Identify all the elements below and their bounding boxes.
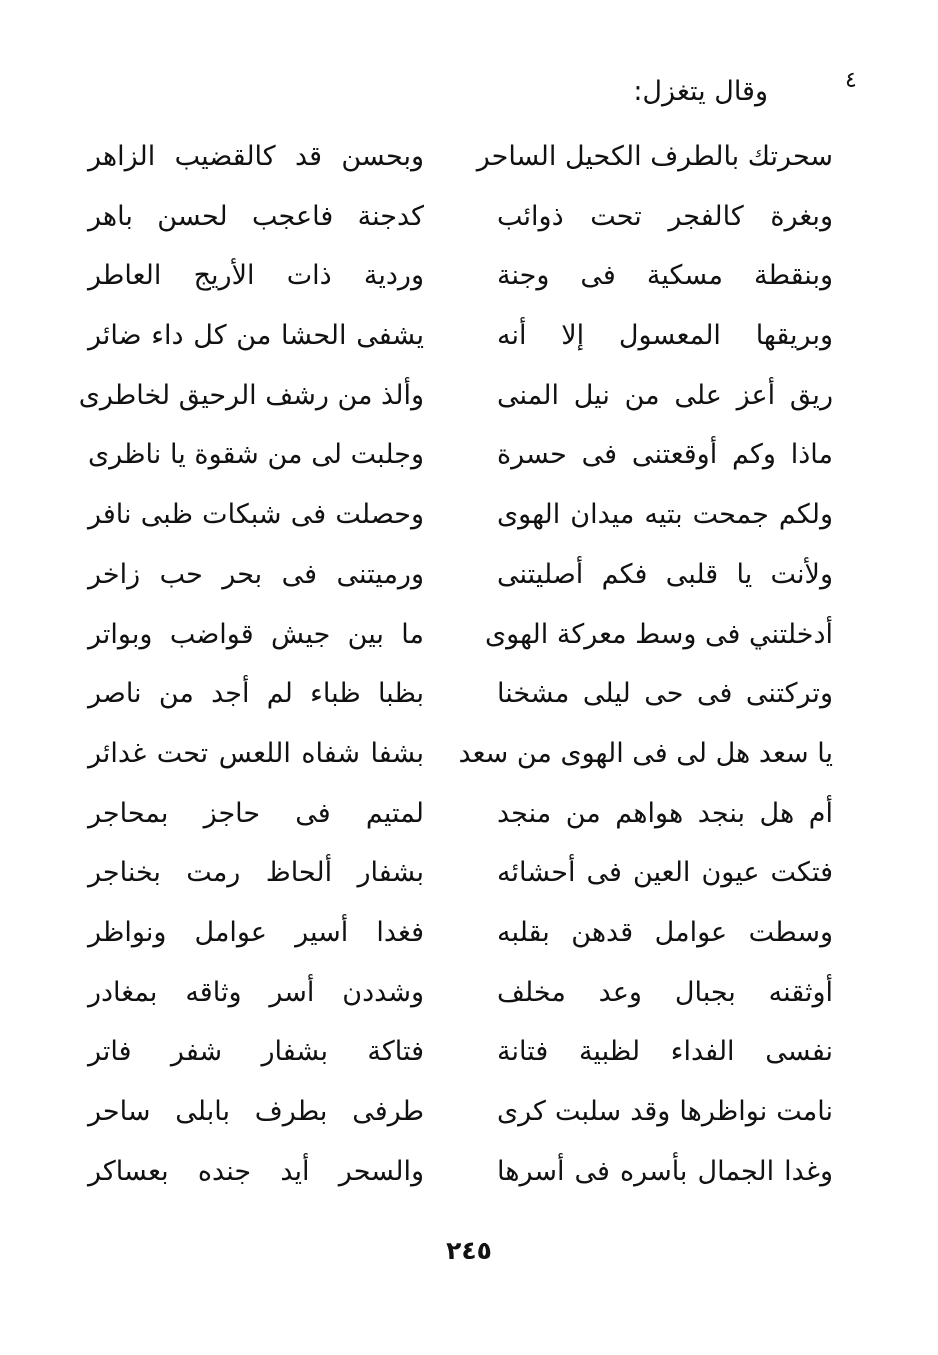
verse-row <box>0 1087 938 1147</box>
second-hemistich: والسحر أيد جنده بعساكر <box>88 1155 424 1187</box>
verse-row <box>0 729 938 789</box>
verse-row <box>0 1147 938 1207</box>
verse-row <box>0 610 938 670</box>
first-hemistich: وغدا الجمال بأسره فى أسرها <box>497 1155 833 1187</box>
second-hemistich: بشفا شفاه اللعس تحت غدائر <box>88 737 424 769</box>
first-hemistich: وسطت عوامل قدهن بقلبه <box>497 916 833 948</box>
verse-row <box>0 311 938 371</box>
second-hemistich: كدجنة فاعجب لحسن باهر <box>88 200 424 232</box>
first-hemistich: سحرتك بالطرف الكحيل الساحر <box>476 141 833 172</box>
poem-intro: وقال يتغزل: <box>633 76 768 107</box>
first-hemistich: أدخلتني فى وسط معركة الهوى <box>485 618 833 650</box>
corner-mark: ٤ <box>845 68 857 93</box>
second-hemistich: وشددن أسر وثاقه بمغادر <box>88 976 424 1008</box>
second-hemistich: وألذ من رشف الرحيق لخاطرى <box>78 379 424 411</box>
second-hemistich: لمتيم فى حاجز بمحاجر <box>88 797 424 829</box>
first-hemistich: نامت نواظرها وقد سلبت كرى <box>497 1096 833 1127</box>
verse-row <box>0 550 938 610</box>
second-hemistich: وردية ذات الأريج العاطر <box>88 260 424 292</box>
first-hemistich: يا سعد هل لى فى الهوى من سعد <box>458 737 833 769</box>
second-hemistich: طرفى بطرف بابلى ساحر <box>88 1096 424 1127</box>
first-hemistich: فتكت عيون العين فى أحشائه <box>497 857 833 889</box>
first-hemistich: نفسى الفداء لظبية فتانة <box>497 1036 833 1068</box>
first-hemistich: أوثقنه بجبال وعد مخلف <box>497 976 833 1008</box>
second-hemistich: بظبا ظباء لم أجد من ناصر <box>88 678 424 710</box>
second-hemistich: بشفار ألحاظ رمت بخناجر <box>88 857 424 889</box>
verse-row <box>0 789 938 849</box>
verse-row <box>0 968 938 1028</box>
verse-row <box>0 669 938 729</box>
poem <box>0 132 938 1206</box>
first-hemistich: أم هل بنجد هواهم من منجد <box>497 797 833 829</box>
first-hemistich: وبغرة كالفجر تحت ذوائب <box>497 200 833 232</box>
second-hemistich: فتاكة بشفار شفر فاتر <box>88 1036 424 1068</box>
first-hemistich: ماذا وكم أوقعتنى فى حسرة <box>497 439 833 471</box>
second-hemistich: وجلبت لى من شقوة يا ناظرى <box>88 439 424 471</box>
verse-row <box>0 132 938 192</box>
first-hemistich: وبريقها المعسول إلا أنه <box>497 320 833 352</box>
verse-row <box>0 1027 938 1087</box>
first-hemistich: ولكم جمحت بتيه ميدان الهوى <box>497 499 833 531</box>
verse-row <box>0 908 938 968</box>
second-hemistich: فغدا أسير عوامل ونواظر <box>88 916 424 948</box>
page-number: ٢٤٥ <box>446 1236 492 1265</box>
first-hemistich: وبنقطة مسكية فى وجنة <box>497 260 833 292</box>
verse-row <box>0 848 938 908</box>
second-hemistich: وحصلت فى شبكات ظبى نافر <box>88 499 424 531</box>
verse-row <box>0 371 938 431</box>
second-hemistich: ورميتنى فى بحر حب زاخر <box>88 558 424 590</box>
verse-row <box>0 430 938 490</box>
verse-row <box>0 251 938 311</box>
second-hemistich: ما بين جيش قواضب وبواتر <box>88 618 424 650</box>
verse-row <box>0 490 938 550</box>
verse-row <box>0 192 938 252</box>
first-hemistich: ريق أعز على من نيل المنى <box>497 379 833 411</box>
first-hemistich: وتركتنى فى حى ليلى مشخنا <box>497 678 833 710</box>
second-hemistich: يشفى الحشا من كل داء ضائر <box>88 320 424 352</box>
first-hemistich: ولأنت يا قلبى فكم أصليتنى <box>497 558 833 590</box>
second-hemistich: وبحسن قد كالقضيب الزاهر <box>88 141 424 172</box>
